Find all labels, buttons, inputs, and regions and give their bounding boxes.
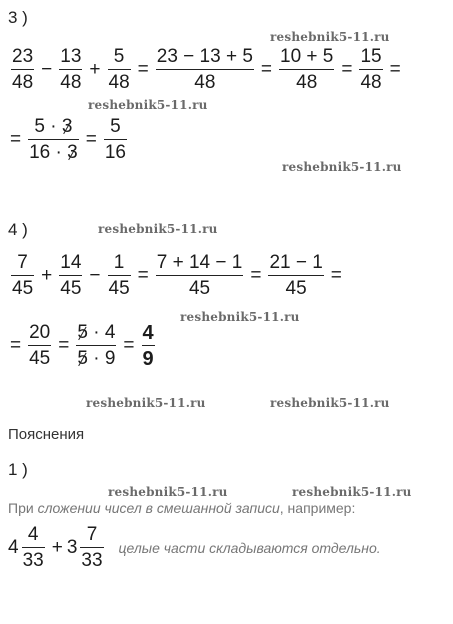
fraction: $\frac{7}{45}$ <box>12 252 34 299</box>
fraction: $\frac{7 + 14 - 1}{45}$ <box>156 252 243 299</box>
plus-sign: + <box>51 537 63 558</box>
explanation-heading: Пояснения <box>8 426 85 443</box>
fraction-cancelled: $\frac{5 \cdot 3}{16 \cdot 3}$ <box>29 116 78 163</box>
equals-sign: = <box>58 335 70 356</box>
watermark: reshebnik5-11.ru <box>270 30 390 44</box>
equals-sign: = <box>330 265 342 286</box>
fraction: $\frac{5}{48}$ <box>108 46 130 93</box>
watermark: reshebnik5-11.ru <box>86 396 206 410</box>
mixed-number: 3 $\frac{7}{33}$ <box>66 524 103 571</box>
watermark: reshebnik5-11.ru <box>292 485 412 499</box>
fraction: $\frac{10 + 5}{48}$ <box>280 46 334 93</box>
mixed-number-example <box>8 524 381 572</box>
result-fraction: $\frac{5}{16}$ <box>104 116 126 163</box>
equals-sign: = <box>250 265 262 286</box>
section-3-equation-line-1 <box>8 46 405 94</box>
fraction: $\frac{23}{48}$ <box>12 46 34 93</box>
section-4-equation-line-1 <box>8 252 346 300</box>
fraction: $\frac{14}{45}$ <box>60 252 82 299</box>
fraction: $\frac{21 - 1}{45}$ <box>269 252 323 299</box>
watermark: reshebnik5-11.ru <box>282 160 402 174</box>
fraction-cancelled: $\frac{5 \cdot 4}{5 \cdot 9}$ <box>77 322 116 369</box>
section-3-label: 3 ) <box>8 8 28 27</box>
explanation-label: 1 ) <box>8 460 28 479</box>
watermark: reshebnik5-11.ru <box>108 485 228 499</box>
mixed-number: 4 $\frac{4}{33}$ <box>8 524 44 571</box>
section-4-equation-line-2 <box>6 322 158 370</box>
cancelled-factor: 3 <box>67 142 78 163</box>
equals-sign: = <box>341 59 353 80</box>
equals-sign: = <box>10 129 22 150</box>
section-4-label: 4 ) <box>8 220 28 239</box>
minus-sign: − <box>41 59 53 80</box>
plus-sign: + <box>41 265 53 286</box>
plus-sign: + <box>89 59 101 80</box>
equals-sign: = <box>10 335 22 356</box>
explanation-text: При сложении чисел в смешанной записи, например: <box>8 500 356 516</box>
fraction: $\frac{23 - 13 + 5}{48}$ <box>156 46 253 93</box>
watermark: reshebnik5-11.ru <box>270 396 390 410</box>
equals-sign: = <box>85 129 97 150</box>
equals-sign: = <box>260 59 273 80</box>
equals-sign: = <box>389 59 401 80</box>
equals-sign: = <box>123 335 135 356</box>
cancelled-factor: 3 <box>61 116 73 137</box>
watermark: reshebnik5-11.ru <box>180 310 300 324</box>
equals-sign: = <box>137 59 149 80</box>
explanation-note: целые части складываются отдельно. <box>118 540 381 556</box>
minus-sign: − <box>89 265 101 286</box>
watermark: reshebnik5-11.ru <box>88 98 208 112</box>
fraction: $\frac{13}{48}$ <box>60 46 82 93</box>
cancelled-factor: 5 <box>77 348 88 369</box>
equals-sign: = <box>137 265 149 286</box>
cancelled-factor: 5 <box>77 322 88 343</box>
fraction: $\frac{20}{45}$ <box>29 322 51 369</box>
fraction: $\frac{15}{48}$ <box>360 46 382 93</box>
fraction: $\frac{1}{45}$ <box>108 252 130 299</box>
result-fraction: $\frac{4}{9}$ <box>142 322 154 370</box>
section-3-equation-line-2 <box>6 116 130 164</box>
watermark: reshebnik5-11.ru <box>98 222 218 236</box>
